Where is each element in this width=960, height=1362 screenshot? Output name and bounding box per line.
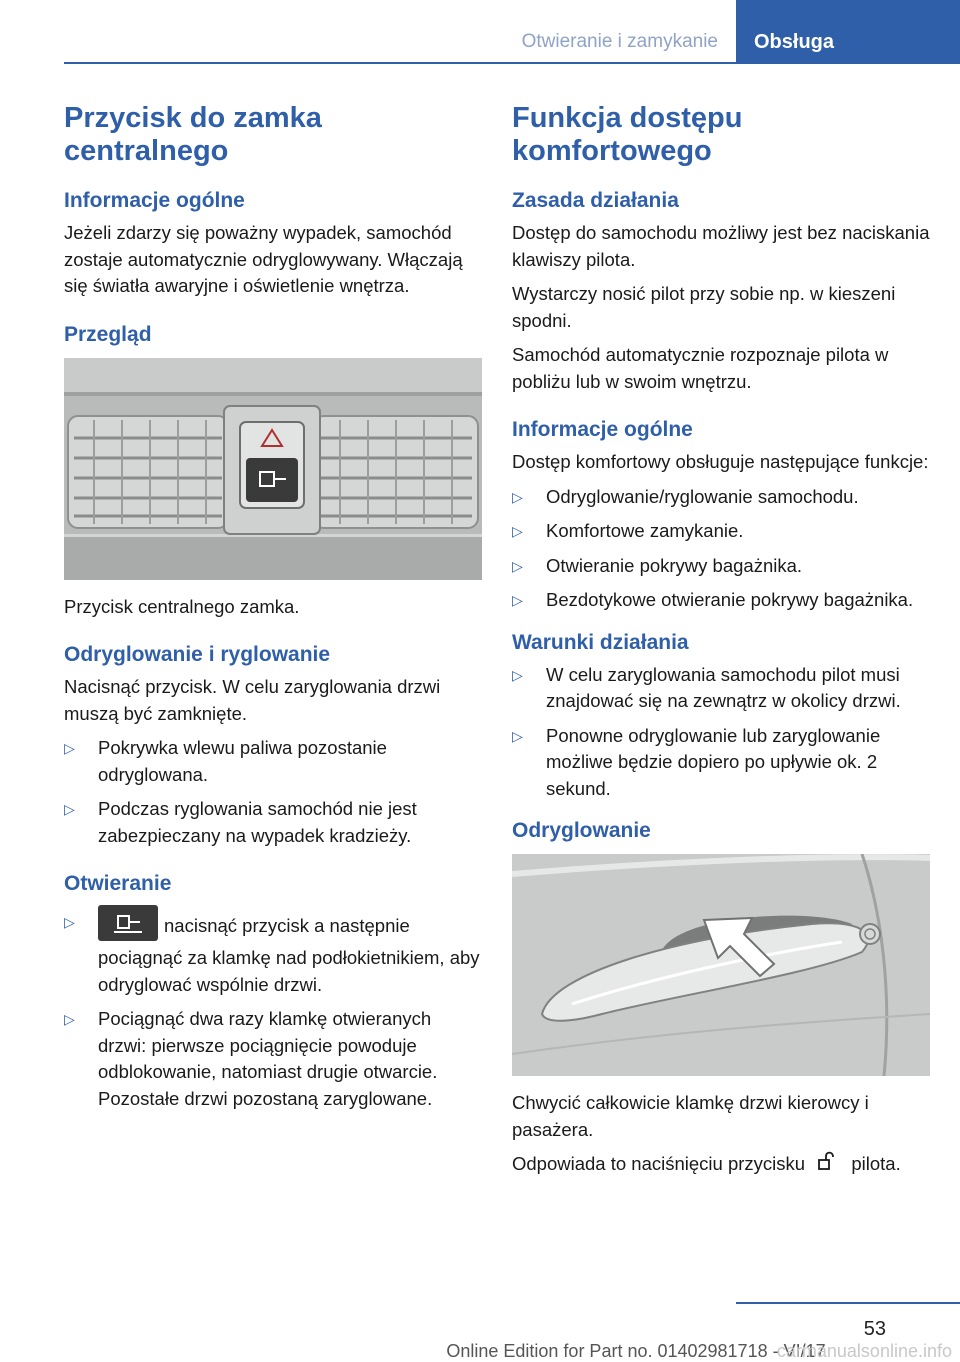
triangle-bullet-icon: ▷ xyxy=(64,1011,75,1027)
list-item: ▷ W celu zaryglowania samochodu pilot musi znajdować się na zewnątrz w okolicy drzwi. xyxy=(512,663,901,711)
list-item: ▷ Bezdotykowe otwieranie pokrywy bagażnika. xyxy=(512,587,930,614)
principle-paragraph-1: Dostęp do samochodu możliwy jest bez naciskania klawiszy pilota. xyxy=(512,222,930,270)
remote-button-text: Odpowiada to naciśnięciu przycisku pilota. xyxy=(512,1151,930,1179)
open-bullet-list xyxy=(64,909,482,1112)
comfort-functions-list xyxy=(512,484,930,614)
header-rule xyxy=(64,62,960,64)
lock-unlock-heading: Odryglowanie i ryglowanie xyxy=(64,643,331,666)
triangle-bullet-icon: ▷ xyxy=(512,557,523,574)
comfort-info-text: Dostęp komfortowy obsługuje następujące funkcje: xyxy=(512,451,929,472)
door-handle-image xyxy=(512,854,930,1076)
page-number: 53 xyxy=(863,1318,886,1340)
header-chapter-tab: Obsługa xyxy=(736,0,960,62)
conditions-heading: Warunki działania xyxy=(512,630,689,654)
list-item: ▷ Otwieranie pokrywy bagażnika. xyxy=(512,553,930,580)
central-lock-button-icon xyxy=(98,905,158,941)
triangle-bullet-icon: ▷ xyxy=(64,914,75,930)
lock-bullet-list xyxy=(64,735,482,849)
triangle-bullet-icon: ▷ xyxy=(512,523,523,539)
general-info-heading: Informacje ogólne xyxy=(64,189,245,212)
list-item: ▷ Odryglowanie/ryglowanie samochodu. xyxy=(512,484,930,511)
principle-paragraph-3: Samochód automatycznie rozpoznaje pilota w pobliżu lub w swoim wnętrzu. xyxy=(512,344,889,392)
list-item: ▷ Podczas ryglowania samochód nie jest zabezpieczany na wypadek kradzieży. xyxy=(64,798,417,846)
header-section-title: Otwieranie i zamykanie xyxy=(521,31,718,52)
triangle-bullet-icon: ▷ xyxy=(512,727,523,744)
general-info-text: Jeżeli zdarzy się poważny wypadek, samochód zostaje automatycznie odryglowywany. Włączają się światła awaryjne i oświetlenie wnętrza. xyxy=(64,222,463,296)
list-item: ▷ Pociągnąć dwa razy klamkę otwieranych drzwi: pierwsze pociągnięcie powoduje odblokowanie, natomiast drugie otwarcie. Pozostałe drzwi pozostaną zaryglowane. xyxy=(64,1008,438,1109)
comfort-access-title: Funkcja dostępu komfortowego xyxy=(512,102,743,167)
list-item: ▷ nacisnąć przycisk a następnie pociągnąć za klamkę nad podłokietnikiem, aby odryglować wspólnie drzwi. xyxy=(64,909,482,998)
triangle-bullet-icon: ▷ xyxy=(64,801,75,817)
central-lock-button-image xyxy=(64,358,482,580)
door-handle-illustration xyxy=(512,854,930,1076)
list-item: ▷ Komfortowe zamykanie. xyxy=(512,518,930,545)
opening-heading: Otwieranie xyxy=(64,872,172,895)
overview-figure-caption: Przycisk centralnego zamka. xyxy=(64,595,300,617)
central-lock-title: Przycisk do zamka centralnego xyxy=(64,102,322,167)
unlock-icon xyxy=(816,1151,838,1179)
overview-heading: Przegląd xyxy=(64,322,152,346)
lock-unlock-text: Nacisnąć przycisk. W celu zaryglowania drzwi muszą być zamknięte. xyxy=(64,676,441,724)
list-item: ▷ Ponowne odryglowanie lub zaryglowanie możliwe będzie dopiero po upływie ok. 2 sekund. xyxy=(512,724,881,799)
left-column xyxy=(64,102,482,1120)
principle-paragraph-2: Wystarczy nosić pilot przy sobie np. w kieszeni spodni. xyxy=(512,283,896,331)
dashboard-vents-illustration xyxy=(64,358,482,580)
unlock-figure-caption: Chwycić całkowicie klamkę drzwi kierowcy i pasażera. xyxy=(512,1092,869,1140)
footer-rule xyxy=(736,1302,960,1304)
triangle-bullet-icon: ▷ xyxy=(512,488,523,505)
unlocking-heading: Odryglowanie xyxy=(512,819,651,842)
triangle-bullet-icon: ▷ xyxy=(512,666,523,683)
conditions-list xyxy=(512,662,930,803)
list-item: ▷ Pokrywka wlewu paliwa pozostanie odryglowana. xyxy=(64,737,387,785)
triangle-bullet-icon: ▷ xyxy=(512,592,523,608)
edition-footer: Online Edition for Part no. 01402981718 - VI/17 xyxy=(446,1341,826,1361)
watermark: carmanualsonline.info xyxy=(776,1341,952,1361)
comfort-info-heading: Informacje ogólne xyxy=(512,418,693,441)
principle-heading: Zasada działania xyxy=(512,189,679,212)
right-column xyxy=(512,102,930,1187)
triangle-bullet-icon: ▷ xyxy=(64,740,75,756)
